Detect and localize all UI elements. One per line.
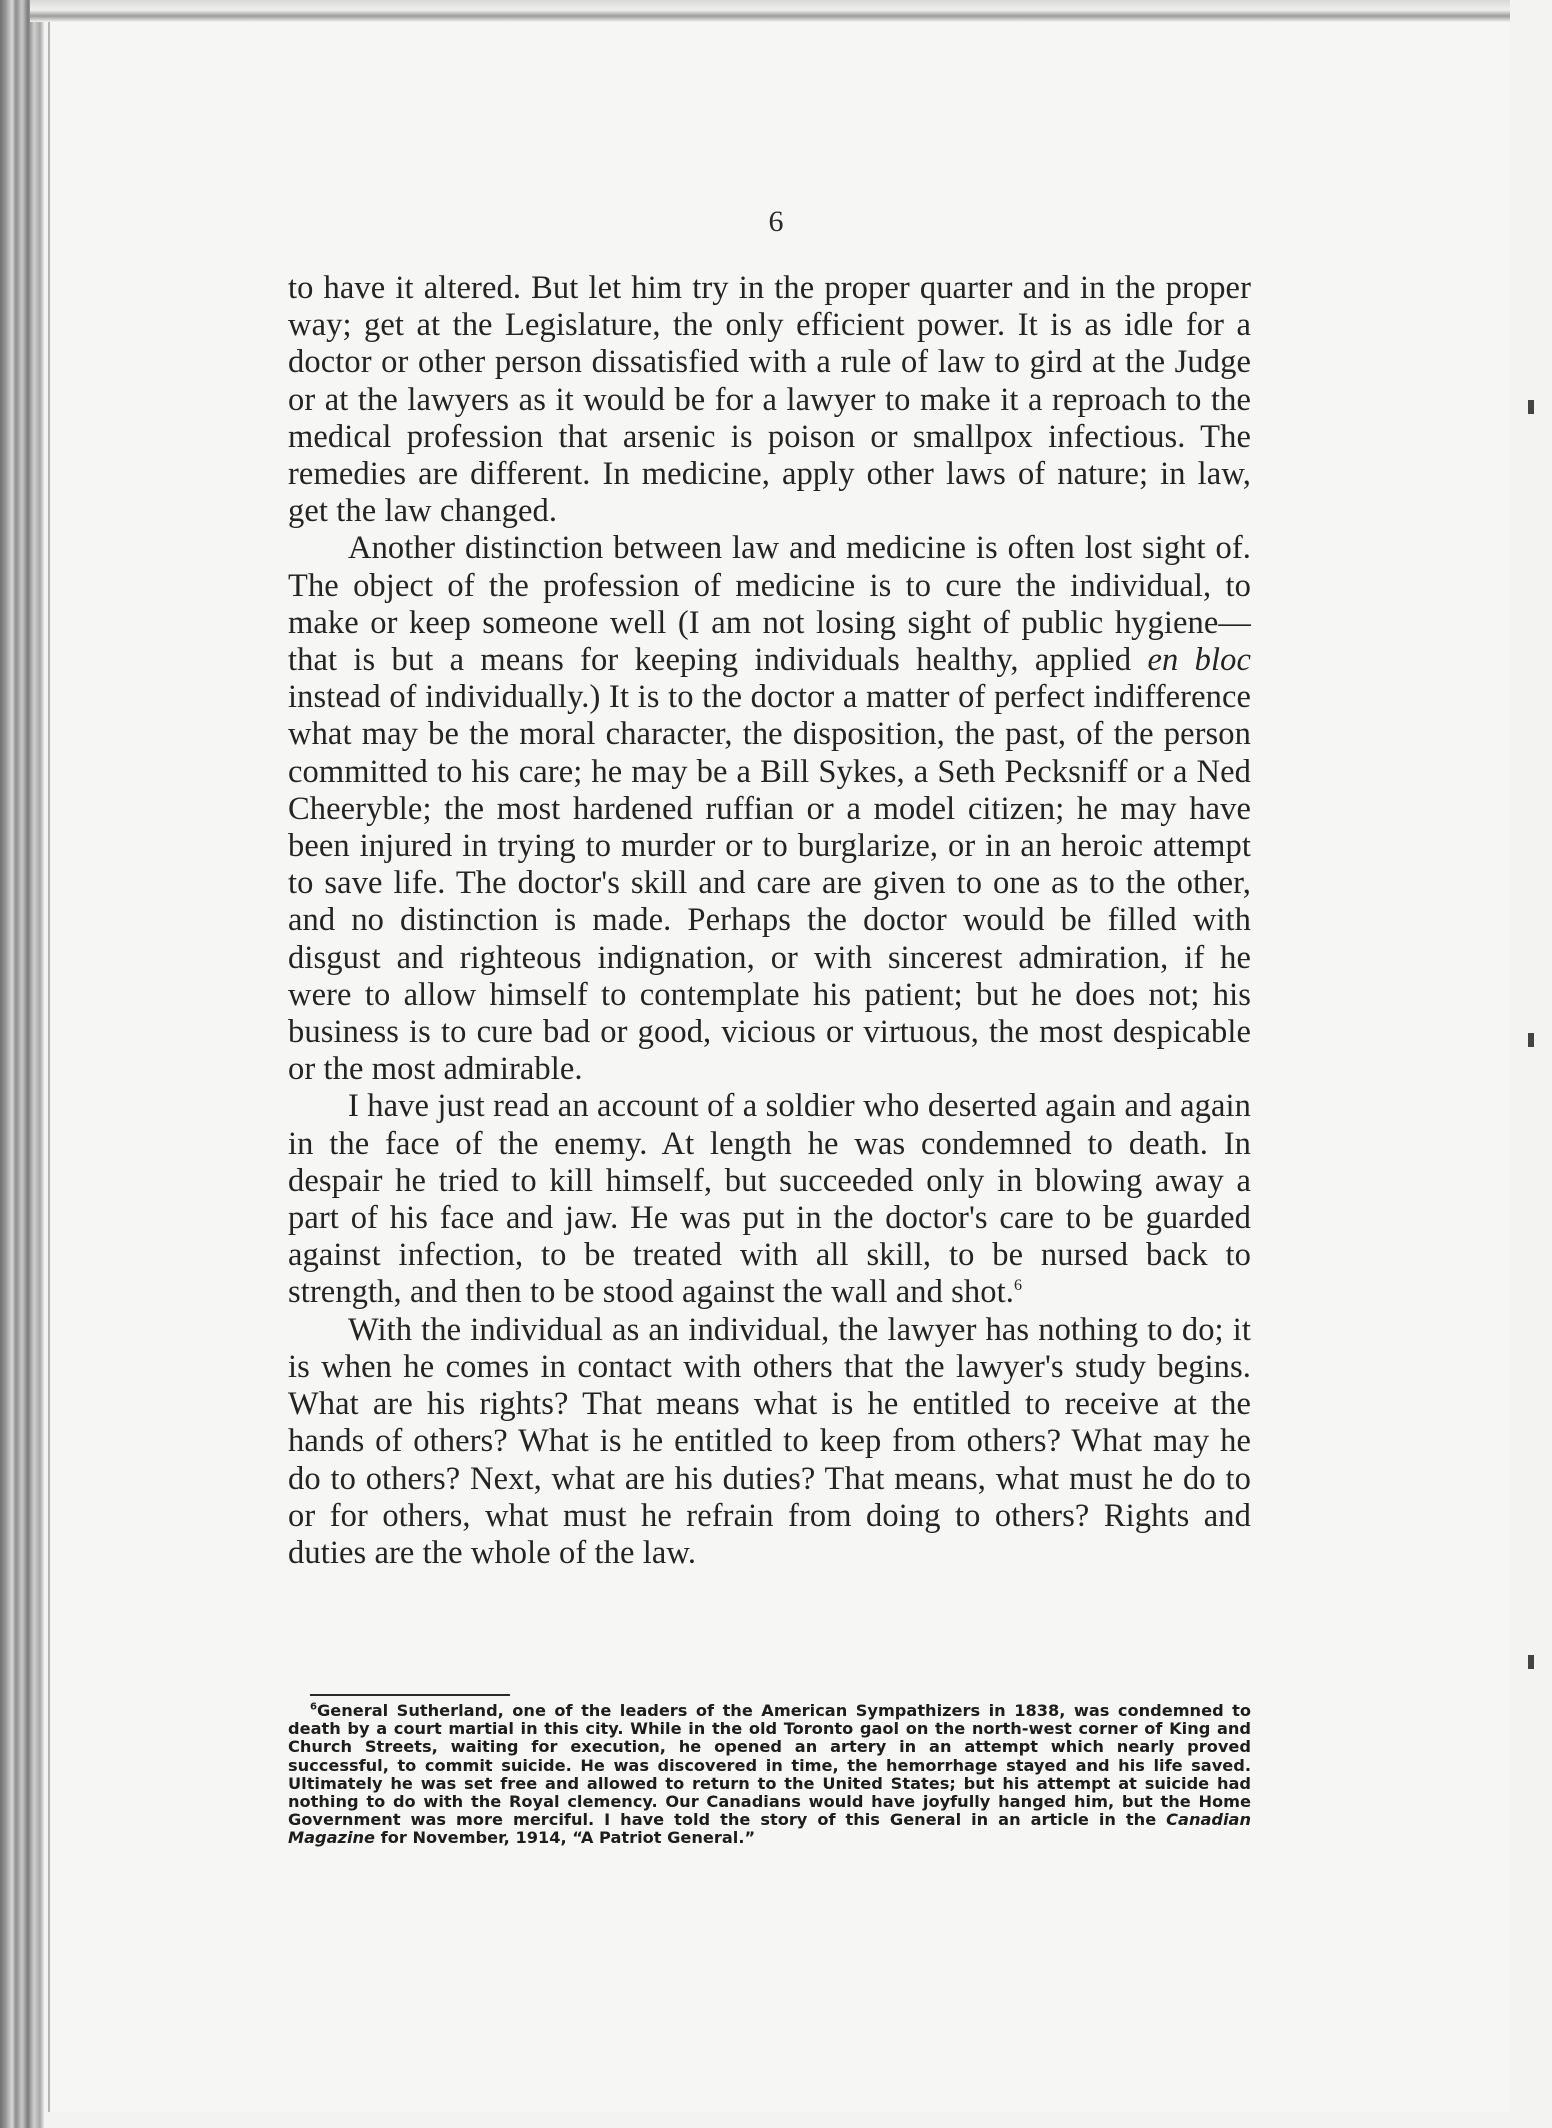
edge-mark — [1528, 1033, 1534, 1047]
book-spine — [0, 0, 44, 2128]
edge-mark — [1528, 400, 1534, 414]
body-text — [288, 270, 1251, 1572]
paragraph-text: Another distinction between law and medicine is often lost sight of. The object of the profession of medicine is to cure the individual, to make or keep someone well (I am not losing sight of public hygiene—that is but a means for keeping individuals healthy, applied — [288, 530, 1251, 679]
paragraph: With the individual as an individual, the lawyer has nothing to do; it is when he comes in contact with others that the lawyer's study begins. What are his rights? That means what is he entitled to receive at the hands of others? What is he entitled to keep from others? What may he do to others? Next, what are his duties? That means, what must he do to or for others, what must he refrain from doing to others? Rights and duties are the whole of the law. — [288, 1311, 1251, 1571]
footnote-divider — [310, 1694, 510, 1696]
paragraph-text: I have just read an account of a soldier who deserted again and again in the face of the enemy. At length he was condemned to death. In despair he tried to kill himself, but succeeded only in blowing away a part of his face and jaw. He was put in the doctor's care to be guarded against infection, to be treated with all skill, to be nursed back to strength, and then to be stood against the wall and shot. — [288, 1088, 1251, 1311]
footnote-text: for November, 1914, “A Patriot General.” — [375, 1828, 756, 1848]
paragraph-text: instead of individually.) It is to the doctor a matter of perfect indifference what may be the moral character, the disposition, the past, of the person committed to his care; he may be a Bill Sykes, a Seth Pecksniff or a Ned Cheeryble; the most hardened ruffian or a model citizen; he may have been injured in trying to murder or to burglarize, or in an heroic attempt to save life. The doctor's skill and care are given to one as to the other, and no distinction is made. Perhaps the doctor would be filled with disgust and righteous indignation, or with sincerest admiration, if he were to allow himself to contemplate his patient; but he does not; his business is to cure bad or good, vicious or virtuous, the most despicable or the most admirable. — [288, 679, 1251, 1088]
edge-mark — [1528, 1655, 1534, 1669]
footnote — [288, 1702, 1251, 1848]
footnote-reference[interactable]: 6 — [1013, 1277, 1023, 1295]
footnote-text: General Sutherland, one of the leaders of the American Sympathizers in 1838, was condemned to death by a court martial in this city. While in the old Toronto gaol on the north-west corner of King and Church Streets, waiting for execution, he opened an artery in an attempt which nearly proved successful, to commit suicide. He was discovered in time, the hemorrhage stayed and his life saved. Ultimately he was set free and allowed to return to the United States; but his attempt at suicide had nothing to do with the Royal clemency. Our Canadians would have joyfully hanged him, but the Home Government was more merciful. I have told the story of this General in an article in the — [288, 1701, 1251, 1830]
footnote-mark: 6 — [310, 1701, 317, 1713]
italic-title: Canadian Magazine — [288, 1810, 1251, 1848]
paragraph — [288, 530, 1251, 1088]
paragraph — [288, 1088, 1251, 1311]
page-top-edge — [30, 0, 1510, 22]
page-number: 6 — [768, 205, 784, 238]
italic-phrase: en bloc — [1147, 642, 1251, 679]
paragraph: to have it altered. But let him try in the proper quarter and in the proper way; get at the Legislature, the only efficient power. It is as idle for a doctor or other person dissatisfied with a rule of law to gird at the Judge or at the lawyers as it would be for a lawyer to make it a reproach to the medical profession that arsenic is poison or smallpox infectious. The remedies are different. In medicine, apply other laws of nature; in law, get the law changed. — [288, 270, 1251, 530]
